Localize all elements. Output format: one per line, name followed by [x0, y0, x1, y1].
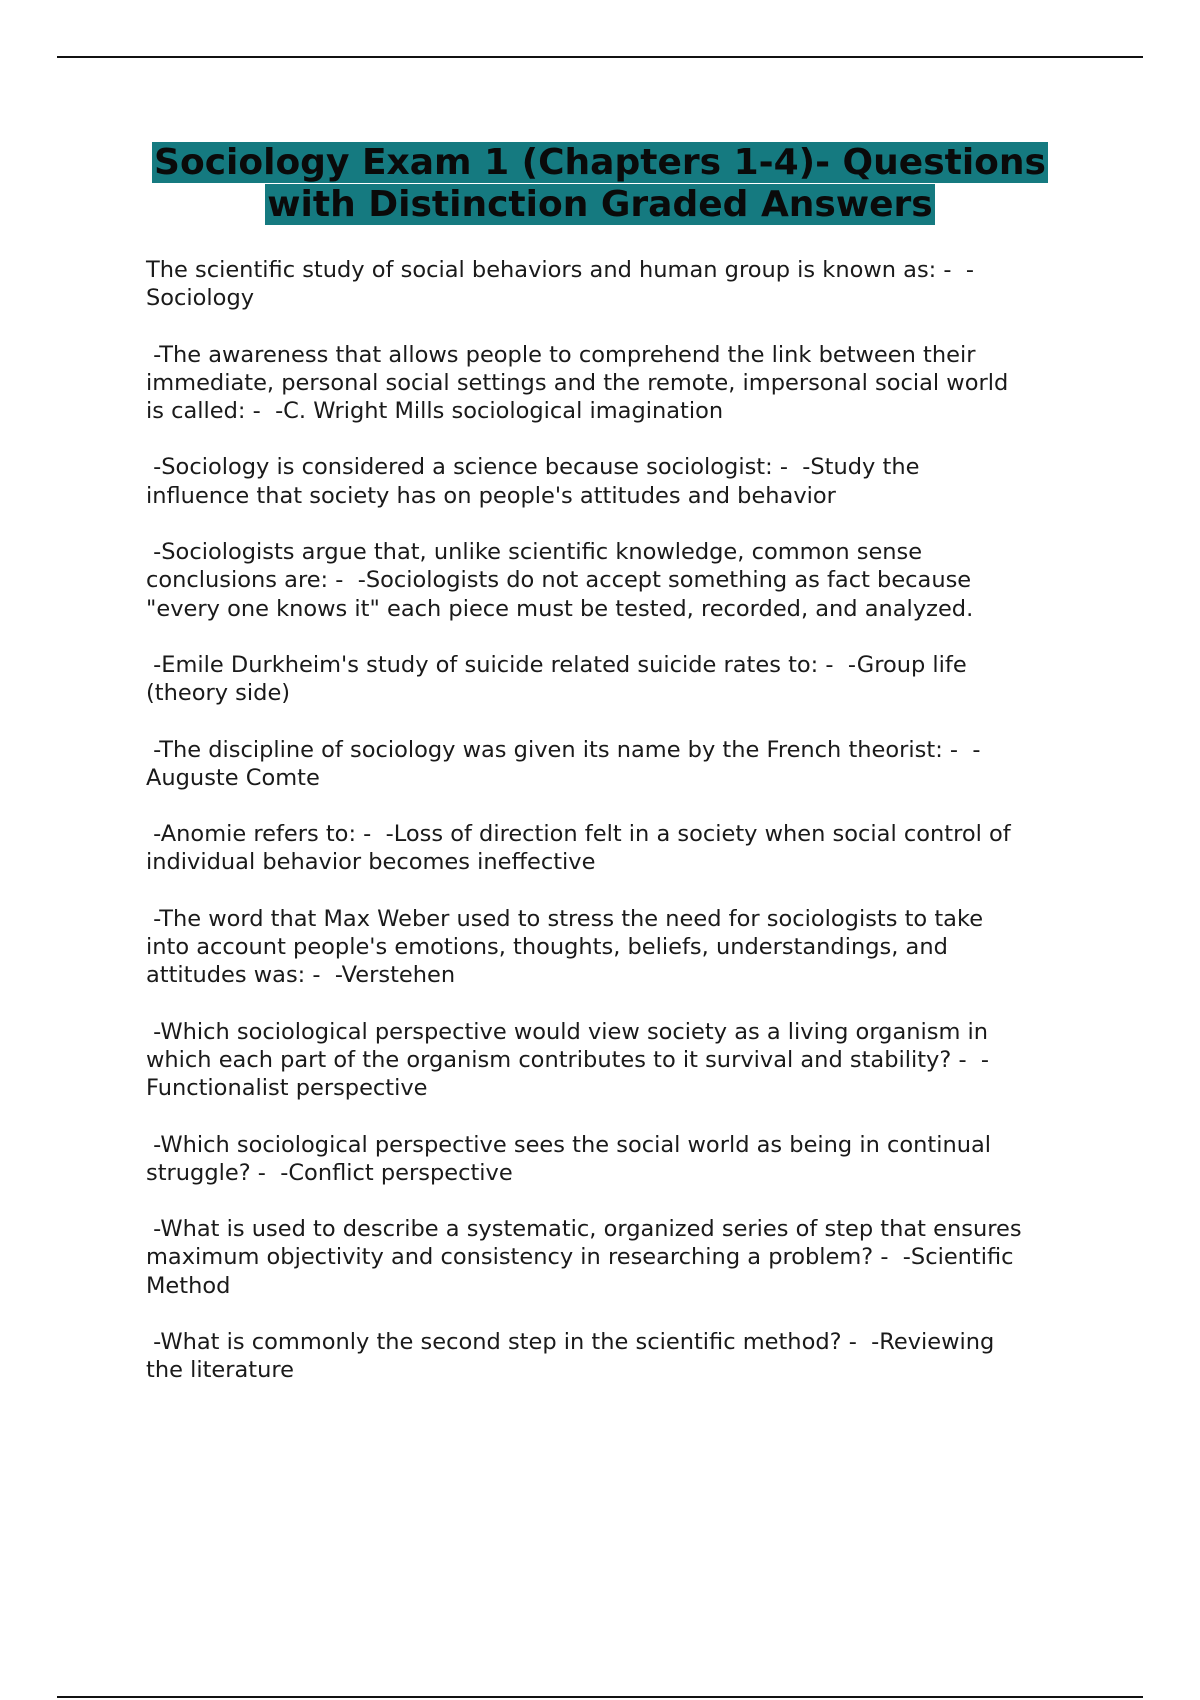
bottom-rule — [57, 1696, 1143, 1698]
qa-entry: -What is commonly the second step in the scientific method? - -Reviewing the literature — [146, 1329, 995, 1384]
qa-entry: -Sociologists argue that, unlike scientific knowledge, common sense conclusions are: - -Sociologists do not accept something as fact because "every one knows it" each piece must be tested, recorded, and analyzed. — [146, 539, 974, 622]
title-line-1: Sociology Exam 1 (Chapters 1-4)- Questions — [154, 142, 1046, 183]
top-rule — [57, 56, 1143, 58]
qa-entry: -Emile Durkheim's study of suicide related suicide rates to: - -Group life (theory side) — [146, 651, 967, 707]
qa-entry: -The discipline of sociology was given its name by the French theorist: - - Auguste Comte — [146, 736, 981, 791]
document-title — [100, 142, 1100, 226]
title-line-2: with Distinction Graded Answers — [267, 184, 933, 225]
qa-list — [146, 256, 1096, 1413]
qa-entry: -The awareness that allows people to comprehend the link between their immediate, personal social settings and the remote, impersonal social world is called: - -C. Wright Mills sociological imagination — [146, 341, 1009, 425]
qa-entry: -The word that Max Weber used to stress the need for sociologists to take into account people's emotions, thoughts, beliefs, understandings, and attitudes was: - -Verstehen — [146, 905, 984, 989]
qa-entry: -Which sociological perspective sees the social world as being in continual struggle? - -Conflict perspective — [146, 1131, 992, 1186]
qa-entry: -Anomie refers to: - -Loss of direction felt in a society when social control of individual behavior becomes ineffective — [146, 821, 1011, 876]
qa-entry: -Which sociological perspective would view society as a living organism in which each part of the organism contributes to it survival and stability? - - Functionalist perspective — [146, 1018, 990, 1102]
qa-entry: -Sociology is considered a science because sociologist: - -Study the influence that society has on people's attitudes and behavior — [146, 454, 920, 509]
qa-entry: -What is used to describe a systematic, organized series of step that ensures maximum objectivity and consistency in researching a problem? - -Scientific Method — [146, 1216, 1022, 1299]
qa-entry: The scientific study of social behaviors and human group is known as: - - Sociology — [146, 257, 974, 312]
